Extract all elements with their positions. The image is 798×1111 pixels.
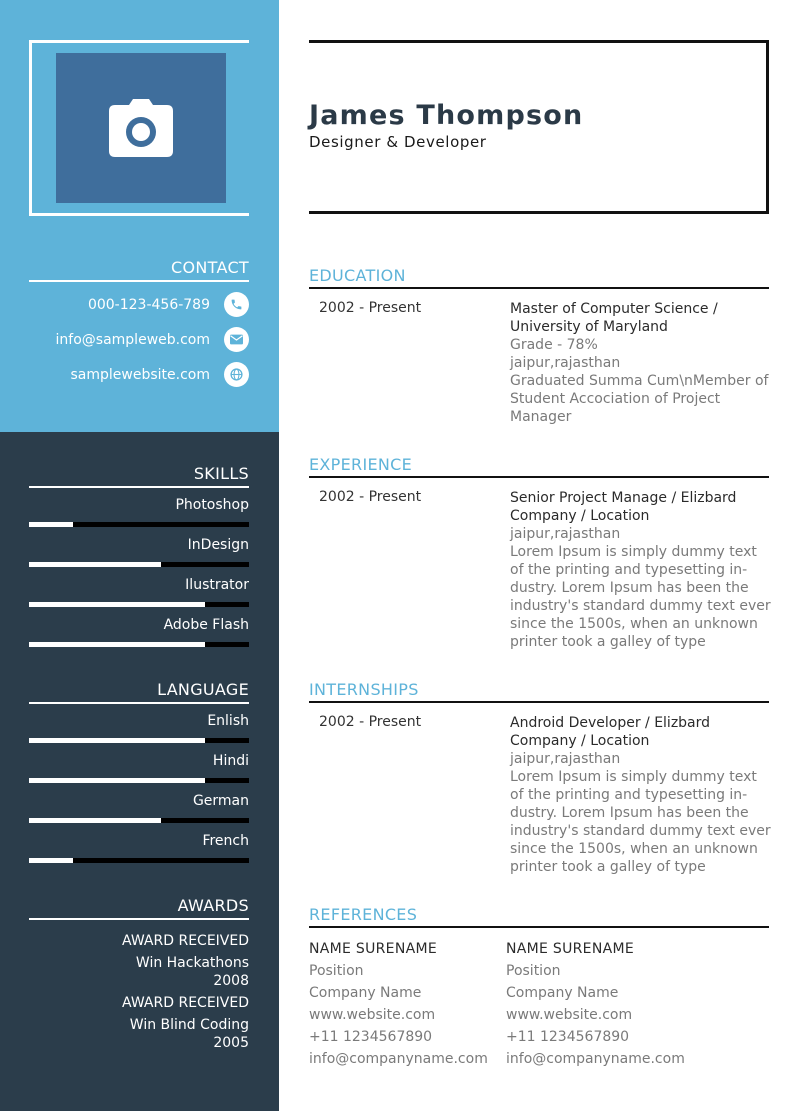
skill-bar (29, 562, 249, 567)
contact-phone[interactable]: 000-123-456-789 (87, 296, 210, 313)
award-label: AWARD RECEIVED (122, 933, 249, 949)
internship-location: jaipur,rajasthan (510, 751, 621, 767)
language-bar-fill (29, 778, 205, 783)
language-bar (29, 778, 249, 783)
experience-heading: EXPERIENCE (309, 455, 769, 478)
skill-bar (29, 642, 249, 647)
language-heading: LANGUAGE (29, 680, 249, 704)
experience-date: 2002 - Present (319, 489, 422, 505)
internships-heading: INTERNSHIPS (309, 680, 769, 703)
reference-website[interactable]: www.website.com (309, 1007, 436, 1023)
reference-card (309, 938, 509, 1070)
internship-entry (510, 714, 772, 876)
skill-bar-fill (29, 642, 205, 647)
education-location: jaipur,rajasthan (510, 355, 621, 371)
language-bar-fill (29, 858, 73, 863)
skills-heading: SKILLS (29, 464, 249, 488)
internship-description: Lorem Ipsum is simply dummy text of the printing and typesetting in-dustry. Lorem Ipsum has been the industry's standard dummy text ever since the 1500s, when an unknown printer took a galley of type (510, 769, 771, 875)
language-label: Enlish (207, 713, 249, 729)
skill-bar (29, 522, 249, 527)
language-bar (29, 818, 249, 823)
person-title: Designer & Developer (309, 133, 487, 151)
experience-location: jaipur,rajasthan (510, 526, 621, 542)
globe-icon (224, 362, 249, 387)
person-name: James Thompson (309, 100, 584, 131)
reference-position: Position (506, 963, 561, 979)
reference-position: Position (309, 963, 364, 979)
language-label: German (192, 793, 249, 809)
skill-label: Adobe Flash (163, 617, 249, 633)
skill-bar (29, 602, 249, 607)
reference-card (506, 938, 706, 1070)
experience-entry (510, 489, 772, 651)
experience-description: Lorem Ipsum is simply dummy text of the printing and typesetting in-dustry. Lorem Ipsum has been the industry's standard dummy text ever since the 1500s, when an unknown printer took a galley of type (510, 544, 771, 650)
education-entry (510, 300, 772, 426)
reference-website[interactable]: www.website.com (506, 1007, 633, 1023)
language-bar-fill (29, 818, 161, 823)
contact-email[interactable]: info@sampleweb.com (55, 331, 210, 348)
award-label: AWARD RECEIVED (122, 995, 249, 1011)
education-description: Graduated Summa Cum\nMember of Student Accociation of Project Manager (510, 373, 769, 425)
reference-email[interactable]: info@companyname.com (309, 1051, 488, 1067)
reference-company: Company Name (309, 985, 422, 1001)
education-heading: EDUCATION (309, 266, 769, 289)
award-title: Win Blind Coding (129, 1017, 249, 1033)
skill-bar-fill (29, 562, 161, 567)
language-bar (29, 858, 249, 863)
experience-title: Senior Project Manage / Elizbard Company / Location (510, 490, 737, 524)
contact-phone-row (29, 292, 249, 317)
language-bar (29, 738, 249, 743)
awards-heading: AWARDS (29, 896, 249, 920)
skill-bar-fill (29, 522, 73, 527)
contact-heading: CONTACT (29, 258, 249, 282)
education-date: 2002 - Present (319, 300, 422, 316)
language-bar-fill (29, 738, 205, 743)
reference-company: Company Name (506, 985, 619, 1001)
phone-icon (224, 292, 249, 317)
internship-date: 2002 - Present (319, 714, 422, 730)
skill-bar-fill (29, 602, 205, 607)
references-heading: REFERENCES (309, 905, 769, 928)
reference-name: NAME SURENAME (309, 941, 438, 957)
award-title: Win Hackathons (135, 955, 249, 971)
reference-phone[interactable]: +11 1234567890 (309, 1029, 433, 1045)
contact-website[interactable]: samplewebsite.com (70, 366, 210, 383)
internship-title: Android Developer / Elizbard Company / Location (510, 715, 711, 749)
language-label: French (202, 833, 249, 849)
skill-label: InDesign (187, 537, 249, 553)
skill-label: Photoshop (175, 497, 249, 513)
language-label: Hindi (212, 753, 249, 769)
education-title: Master of Computer Science / University of Maryland (510, 301, 718, 335)
reference-email[interactable]: info@companyname.com (506, 1051, 685, 1067)
contact-email-row (29, 327, 249, 352)
award-year: 2005 (213, 1035, 249, 1051)
camera-icon (107, 99, 175, 157)
reference-name: NAME SURENAME (506, 941, 635, 957)
profile-photo-placeholder[interactable] (56, 53, 226, 203)
sidebar (0, 0, 279, 1111)
contact-website-row (29, 362, 249, 387)
reference-phone[interactable]: +11 1234567890 (506, 1029, 630, 1045)
envelope-icon (224, 327, 249, 352)
skill-label: Ilustrator (185, 577, 249, 593)
award-year: 2008 (213, 973, 249, 989)
education-grade: Grade - 78% (510, 337, 598, 353)
